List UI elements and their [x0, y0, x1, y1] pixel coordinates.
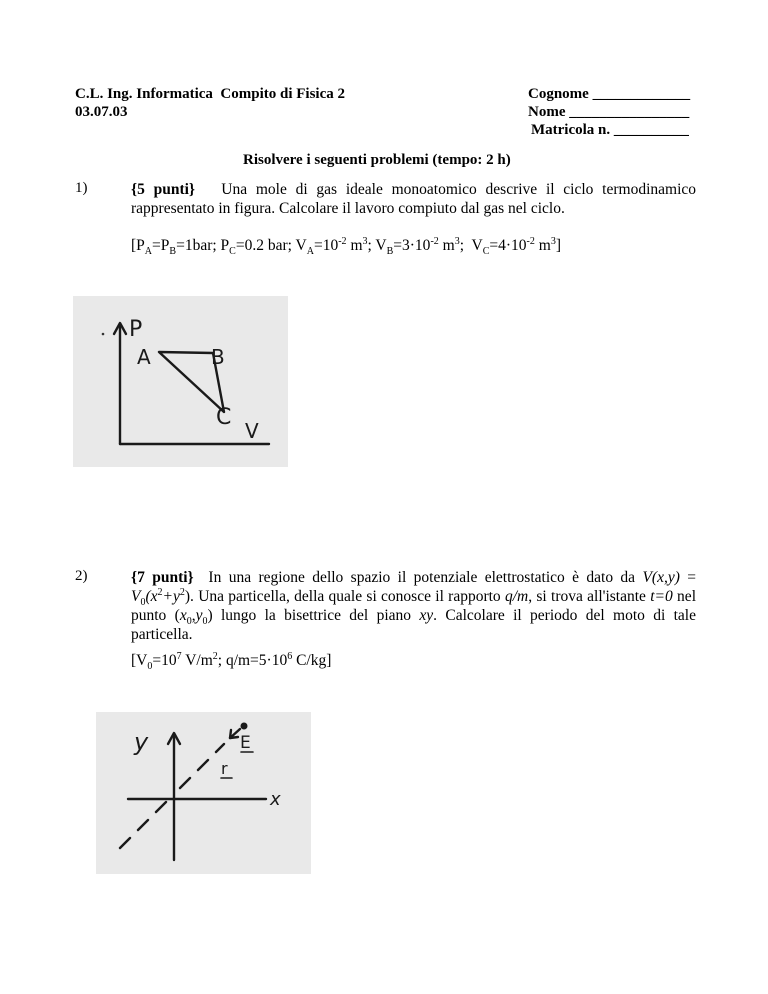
particle-dot [241, 723, 248, 730]
point-a-label: A [137, 345, 151, 369]
pv-cycle-figure [73, 296, 288, 467]
problem-2-data: [$V_0=10^7$ $V/m^2$; $q/m=5\cdot 10^6$ C/kg] [131, 650, 332, 673]
course-title: C.L. Ing. Informatica Compito di Fisica 2 [75, 86, 345, 102]
r-label: r [221, 759, 228, 778]
cognome-field: Cognome _____________ [528, 86, 691, 102]
bisector-dashed-line [120, 744, 224, 848]
problem-1-text [131, 180, 696, 218]
y-axis-label: y [134, 728, 149, 756]
problem-2-text: {7 punti} In una regione dello spazio il potenziale elettrostatico è dato da $V(x,y) = V_0(x^2+y^2)$. Una particella, della quale si conosce il rapporto q/m, si trova all'istante t=0 nel punto $(x_0,y_0)$ lungo la bisettrice del piano xy. Calcolare il periodo del moto di tale particella. [131, 569, 697, 643]
xy-plane-figure [96, 712, 311, 874]
e-label: E [240, 733, 251, 753]
x-axis-label: x [270, 789, 281, 810]
problem-2-points: {7 punti} [131, 569, 194, 586]
exam-date: 03.07.03 [75, 104, 128, 120]
problem-1-data: [$P_A=P_B=1bar$; $P_C=0.2$ bar; $V_A=10^{-2}$ $m^3$; $V_B=3\cdot 10^{-2}$ $m^3$; $V_C=4\cdot 10^{-2}$ $m^3$] [131, 235, 561, 258]
problem-1-number: 1) [75, 180, 88, 196]
point-c-label: C [216, 405, 232, 430]
matricola-field: Matricola n. __________ [531, 122, 689, 138]
instructions: Risolvere i seguenti problemi (tempo: 2 h) [243, 152, 511, 168]
nome-field: Nome ________________ [528, 104, 690, 120]
student-fields [528, 85, 690, 139]
problem-1-points: {5 punti} [131, 181, 196, 198]
point-b-label: B [211, 345, 225, 369]
p-axis-label: P [129, 317, 143, 342]
problem-1-statement: Una mole di gas ideale monoatomico descrive il ciclo termodinamico rappresentato in figura. Calcolare il lavoro compiuto dal gas nel ciclo. [131, 181, 697, 217]
course-header [75, 85, 345, 121]
v-axis-label: V [245, 419, 259, 443]
problem-2-number: 2) [75, 568, 88, 584]
